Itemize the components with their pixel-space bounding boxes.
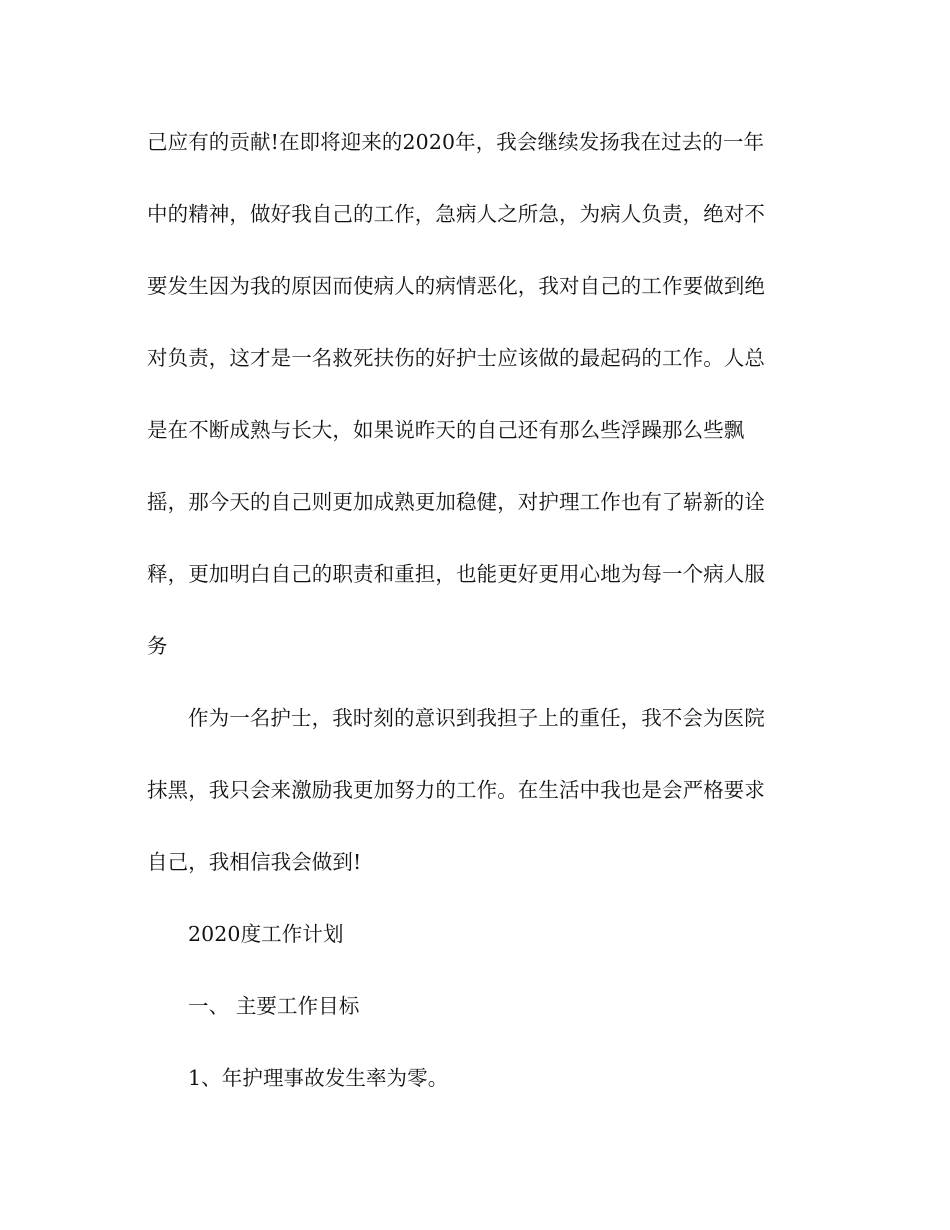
paragraph-line: 抹黑，我只会来激励我更加努力的工作。在生活中我也是会严格要求 [147,778,765,802]
section-heading: 一、 主要工作目标 [188,994,360,1018]
paragraph-line: 释，更加明白自己的职责和重担，也能更好更用心地为每一个病人服 [147,562,765,586]
paragraph-line: 是在不断成熟与长大，如果说昨天的自己还有那么些浮躁那么些飘 [147,418,745,442]
paragraph-line: 要发生因为我的原因而使病人的病情恶化，我对自己的工作要做到绝 [147,274,765,298]
paragraph-line: 己应有的贡献!在即将迎来的2020年，我会继续发扬我在过去的一年 [147,130,765,154]
paragraph-line: 作为一名护士，我时刻的意识到我担子上的重任，我不会为医院 [188,706,765,730]
paragraph-line: 摇，那今天的自己则更加成熟更加稳健，对护理工作也有了崭新的诠 [147,490,765,514]
section-heading: 2020度工作计划 [188,922,344,946]
paragraph-line: 自己，我相信我会做到! [147,850,362,874]
list-item: 1、年护理事故发生率为零。 [188,1066,449,1090]
paragraph-line: 对负责，这才是一名救死扶伤的好护士应该做的最起码的工作。人总 [147,346,765,370]
paragraph-line: 务 [147,634,168,658]
paragraph-line: 中的精神，做好我自己的工作，急病人之所急，为病人负责，绝对不 [147,202,765,226]
